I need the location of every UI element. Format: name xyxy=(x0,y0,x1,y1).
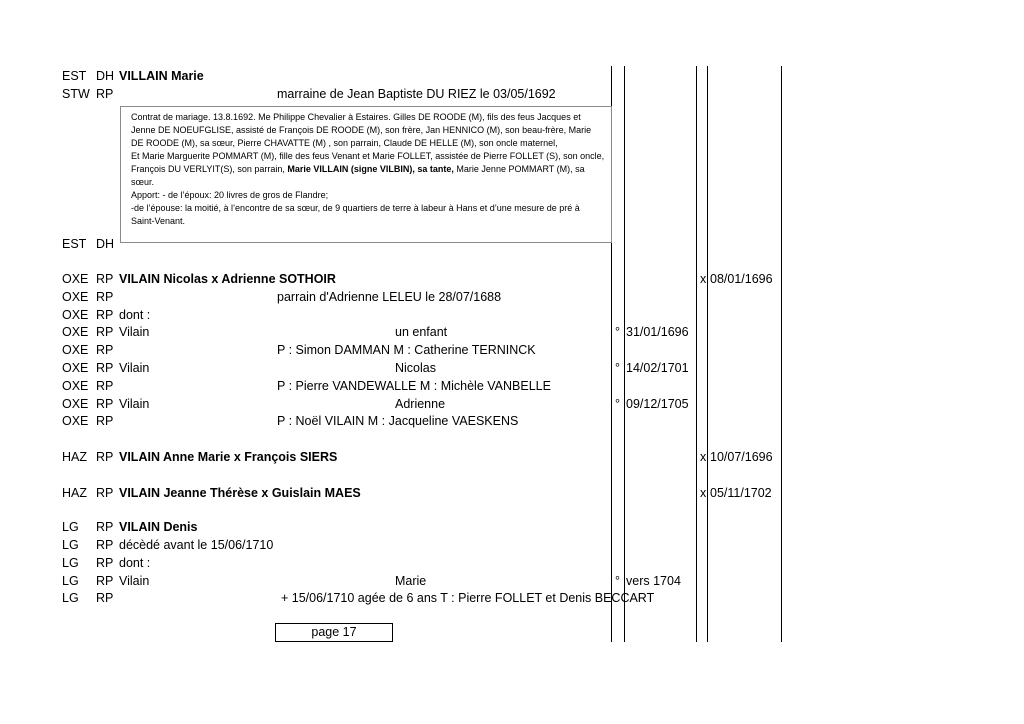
marriage-date: 08/01/1696 xyxy=(710,272,773,286)
location-code: STW xyxy=(62,87,90,101)
entry-detail: P : Simon DAMMAN M : Catherine TERNINCK xyxy=(277,343,536,357)
record-row xyxy=(0,412,1024,430)
entry-name: VILLAIN Marie xyxy=(119,69,204,83)
record-row xyxy=(0,67,1024,85)
record-row xyxy=(0,288,1024,306)
record-row xyxy=(0,306,1024,324)
marriage-marker: x xyxy=(700,450,707,464)
location-code: LG xyxy=(62,574,79,588)
location-code: OXE xyxy=(62,290,89,304)
record-row xyxy=(0,323,1024,341)
source-code: RP xyxy=(96,414,114,428)
record-row xyxy=(0,359,1024,377)
baptism-marker: ° xyxy=(615,325,620,339)
source-code: RP xyxy=(96,486,114,500)
note-highlight: Marie VILLAIN (signe VILBIN), sa tante, xyxy=(287,164,454,174)
entry-name: dont : xyxy=(119,556,151,570)
record-row xyxy=(0,518,1024,536)
note-paragraph: Apport: - de l’époux: 20 livres de gros de Flandre; xyxy=(131,190,329,200)
record-row xyxy=(0,589,1024,607)
location-code: LG xyxy=(62,591,79,605)
location-code: HAZ xyxy=(62,486,87,500)
location-code: OXE xyxy=(62,343,89,357)
record-row xyxy=(0,572,1024,590)
note-text: Marie Jenne POMMART (M), sa sœur. xyxy=(131,164,585,187)
source-code: RP xyxy=(96,591,114,605)
entry-name: Vilain xyxy=(119,574,150,588)
baptism-marker: ° xyxy=(615,361,620,375)
baptism-date: 31/01/1696 xyxy=(626,325,689,339)
baptism-marker: ° xyxy=(615,574,620,588)
source-code: RP xyxy=(96,361,114,375)
source-code: RP xyxy=(96,574,114,588)
baptism-date: 09/12/1705 xyxy=(626,397,689,411)
baptism-marker: ° xyxy=(615,397,620,411)
entry-detail: marraine de Jean Baptiste DU RIEZ le 03/05/1692 xyxy=(277,87,556,101)
marriage-marker: x xyxy=(700,486,707,500)
record-row xyxy=(0,395,1024,413)
baptism-date: vers 1704 xyxy=(626,574,681,588)
record-row xyxy=(0,536,1024,554)
source-code: DH xyxy=(96,69,115,83)
record-row xyxy=(0,85,1024,103)
location-code: LG xyxy=(62,520,79,534)
entry-name: dont : xyxy=(119,308,151,322)
entry-name: Vilain xyxy=(119,361,150,375)
record-row xyxy=(0,341,1024,359)
source-code: RP xyxy=(96,290,114,304)
location-code: OXE xyxy=(62,325,89,339)
entry-name: VILAIN Jeanne Thérèse x Guislain MAES xyxy=(119,486,361,500)
note-paragraph: -de l’épouse: la moitié, à l’encontre de sa sœur, de 9 quartiers de terre à labeur à Hans et d’une mesure de pré à Saint-Venant. xyxy=(131,203,580,226)
note-text: Et Marie Marguerite POMMART (M), fille des feus Venant et Marie FOLLET, assistée de Pierre FOLLET (S), son oncle, François DU VERLYIT(S), son parrain, xyxy=(131,151,605,174)
entry-detail: parrain d'Adrienne LELEU le 28/07/1688 xyxy=(277,290,502,304)
source-code: RP xyxy=(96,87,114,101)
location-code: OXE xyxy=(62,361,89,375)
location-code: OXE xyxy=(62,272,89,286)
source-code: RP xyxy=(96,379,114,393)
marriage-contract-note xyxy=(120,106,612,243)
location-code: HAZ xyxy=(62,450,87,464)
marriage-date: 10/07/1696 xyxy=(710,450,773,464)
source-code: RP xyxy=(96,272,114,286)
entry-detail: + 15/06/1710 agée de 6 ans T : Pierre FOLLET et Denis BECCART xyxy=(281,591,655,605)
location-code: LG xyxy=(62,538,79,552)
source-code: RP xyxy=(96,325,114,339)
source-code: DH xyxy=(96,237,115,251)
page-number: page 17 xyxy=(311,625,357,639)
entry-name: décèdé avant le 15/06/1710 xyxy=(119,538,274,552)
entry-name: Vilain xyxy=(119,325,150,339)
location-code: LG xyxy=(62,556,79,570)
record-row xyxy=(0,554,1024,572)
location-code: EST xyxy=(62,237,87,251)
record-row xyxy=(0,270,1024,288)
entry-name: VILAIN Anne Marie x François SIERS xyxy=(119,450,338,464)
location-code: EST xyxy=(62,69,87,83)
page-number-box xyxy=(275,623,393,642)
first-name: Marie xyxy=(395,574,427,588)
note-paragraph xyxy=(131,150,605,189)
baptism-date: 14/02/1701 xyxy=(626,361,689,375)
entry-name: Vilain xyxy=(119,397,150,411)
entry-detail: P : Pierre VANDEWALLE M : Michèle VANBELLE xyxy=(277,379,551,393)
marriage-date: 05/11/1702 xyxy=(710,486,772,500)
first-name: Nicolas xyxy=(395,361,436,375)
record-row xyxy=(0,377,1024,395)
location-code: OXE xyxy=(62,379,89,393)
record-row xyxy=(0,484,1024,502)
entry-name: VILAIN Denis xyxy=(119,520,198,534)
source-code: RP xyxy=(96,520,114,534)
marriage-marker: x xyxy=(700,272,707,286)
location-code: OXE xyxy=(62,308,89,322)
source-code: RP xyxy=(96,556,114,570)
source-code: RP xyxy=(96,397,114,411)
first-name: un enfant xyxy=(395,325,448,339)
note-paragraph: Contrat de mariage. 13.8.1692. Me Philippe Chevalier à Estaires. Gilles DE ROODE (M), fils des feus Jacques et Jenne DE NOEUFGLISE, assisté de François DE ROODE (M), son frère, Jan HENNICO (M), son beau-frère, Marie DE ROODE (M), sa sœur, Pierre CHAVATTE (M) , son parrain, Claude DE HELLE (M), son oncle maternel, xyxy=(131,112,592,148)
entry-name: VILAIN Nicolas x Adrienne SOTHOIR xyxy=(119,272,336,286)
location-code: OXE xyxy=(62,397,89,411)
location-code: OXE xyxy=(62,414,89,428)
first-name: Adrienne xyxy=(395,397,446,411)
source-code: RP xyxy=(96,538,114,552)
source-code: RP xyxy=(96,343,114,357)
entry-detail: P : Noël VILAIN M : Jacqueline VAESKENS xyxy=(277,414,519,428)
source-code: RP xyxy=(96,308,114,322)
record-row xyxy=(0,448,1024,466)
source-code: RP xyxy=(96,450,114,464)
